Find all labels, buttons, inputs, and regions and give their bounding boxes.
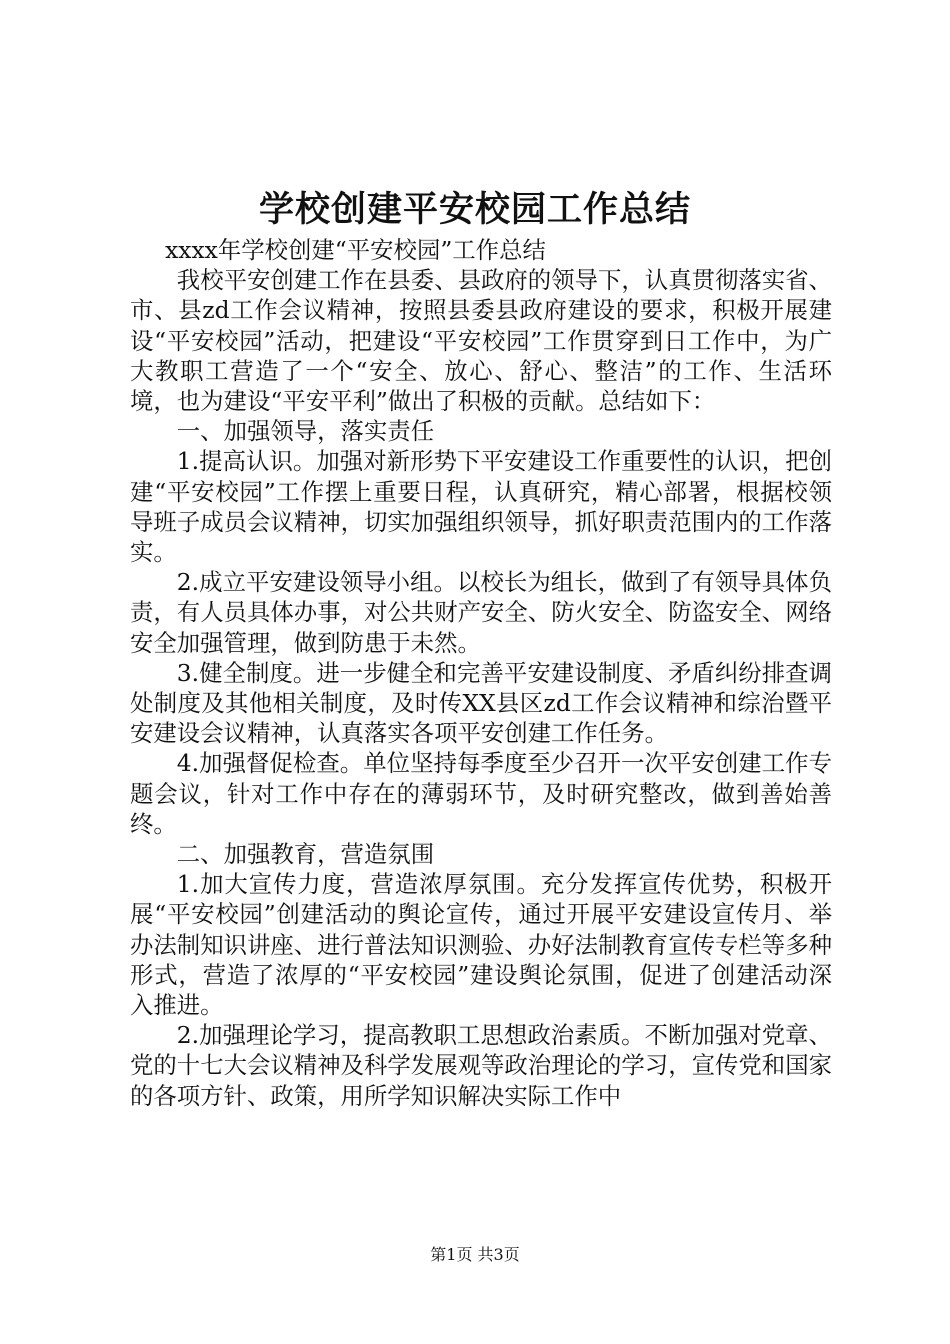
paragraph-2-1: 1.加大宣传力度，营造浓厚氛围。充分发挥宣传优势，积极开展“平安校园”创建活动的舆论宣传，通过开展平安建设宣传月、举办法制知识讲座、进行普法知识测验、办好法制教育宣传专栏等多种形式，营造了浓厚的“平安校园”建设舆论氛围，促进了创建活动深入推进。 [130, 870, 832, 1020]
paragraph-subtitle: xxxx年学校创建“平安校园”工作总结 [165, 236, 546, 264]
paragraph-2-2: 2.加强理论学习，提高教职工思想政治素质。不断加强对党章、党的十七大会议精神及科学发展观等政治理论的学习，宣传党和国家的各项方针、政策，用所学知识解决实际工作中 [130, 1021, 832, 1110]
paragraph-1-4: 4.加强督促检查。单位坚持每季度至少召开一次平安创建工作专题会议，针对工作中存在的薄弱环节，及时研究整改，做到善始善终。 [130, 749, 832, 838]
paragraph-1-1: 1.提高认识。加强对新形势下平安建设工作重要性的认识，把创建“平安校园”工作摆上重要日程，认真研究，精心部署，根据校领导班子成员会议精神，切实加强组织领导，抓好职责范围内的工作落实。 [130, 447, 832, 567]
paragraph-intro: 我校平安创建工作在县委、县政府的领导下，认真贯彻落实省、市、县zd工作会议精神，按照县委县政府建设的要求，积极开展建设“平安校园”活动，把建设“平安校园”工作贯穿到日工作中，为广大教职工营造了一个“安全、放心、舒心、整洁”的工作、生活环境，也为建设“平安平利”做出了积极的贡献。总结如下： [130, 266, 832, 416]
document-body [130, 235, 832, 1111]
section-heading-2: 二、加强教育，营造氛围 [176, 840, 435, 869]
page-footer: 第1页 共3页 [430, 1245, 520, 1264]
paragraph-1-2: 2.成立平安建设领导小组。以校长为组长，做到了有领导具体负责，有人员具体办事，对公共财产安全、防火安全、防盗安全、网络安全加强管理，做到防患于未然。 [130, 568, 832, 657]
section-heading-1: 一、加强领导，落实责任 [176, 417, 435, 446]
document-title: 学校创建平安校园工作总结 [258, 189, 691, 230]
paragraph-1-3: 3.健全制度。进一步健全和完善平安建设制度、矛盾纠纷排查调处制度及其他相关制度，及时传XX县区zd工作会议精神和综治暨平安建设会议精神，认真落实各项平安创建工作任务。 [130, 658, 832, 748]
